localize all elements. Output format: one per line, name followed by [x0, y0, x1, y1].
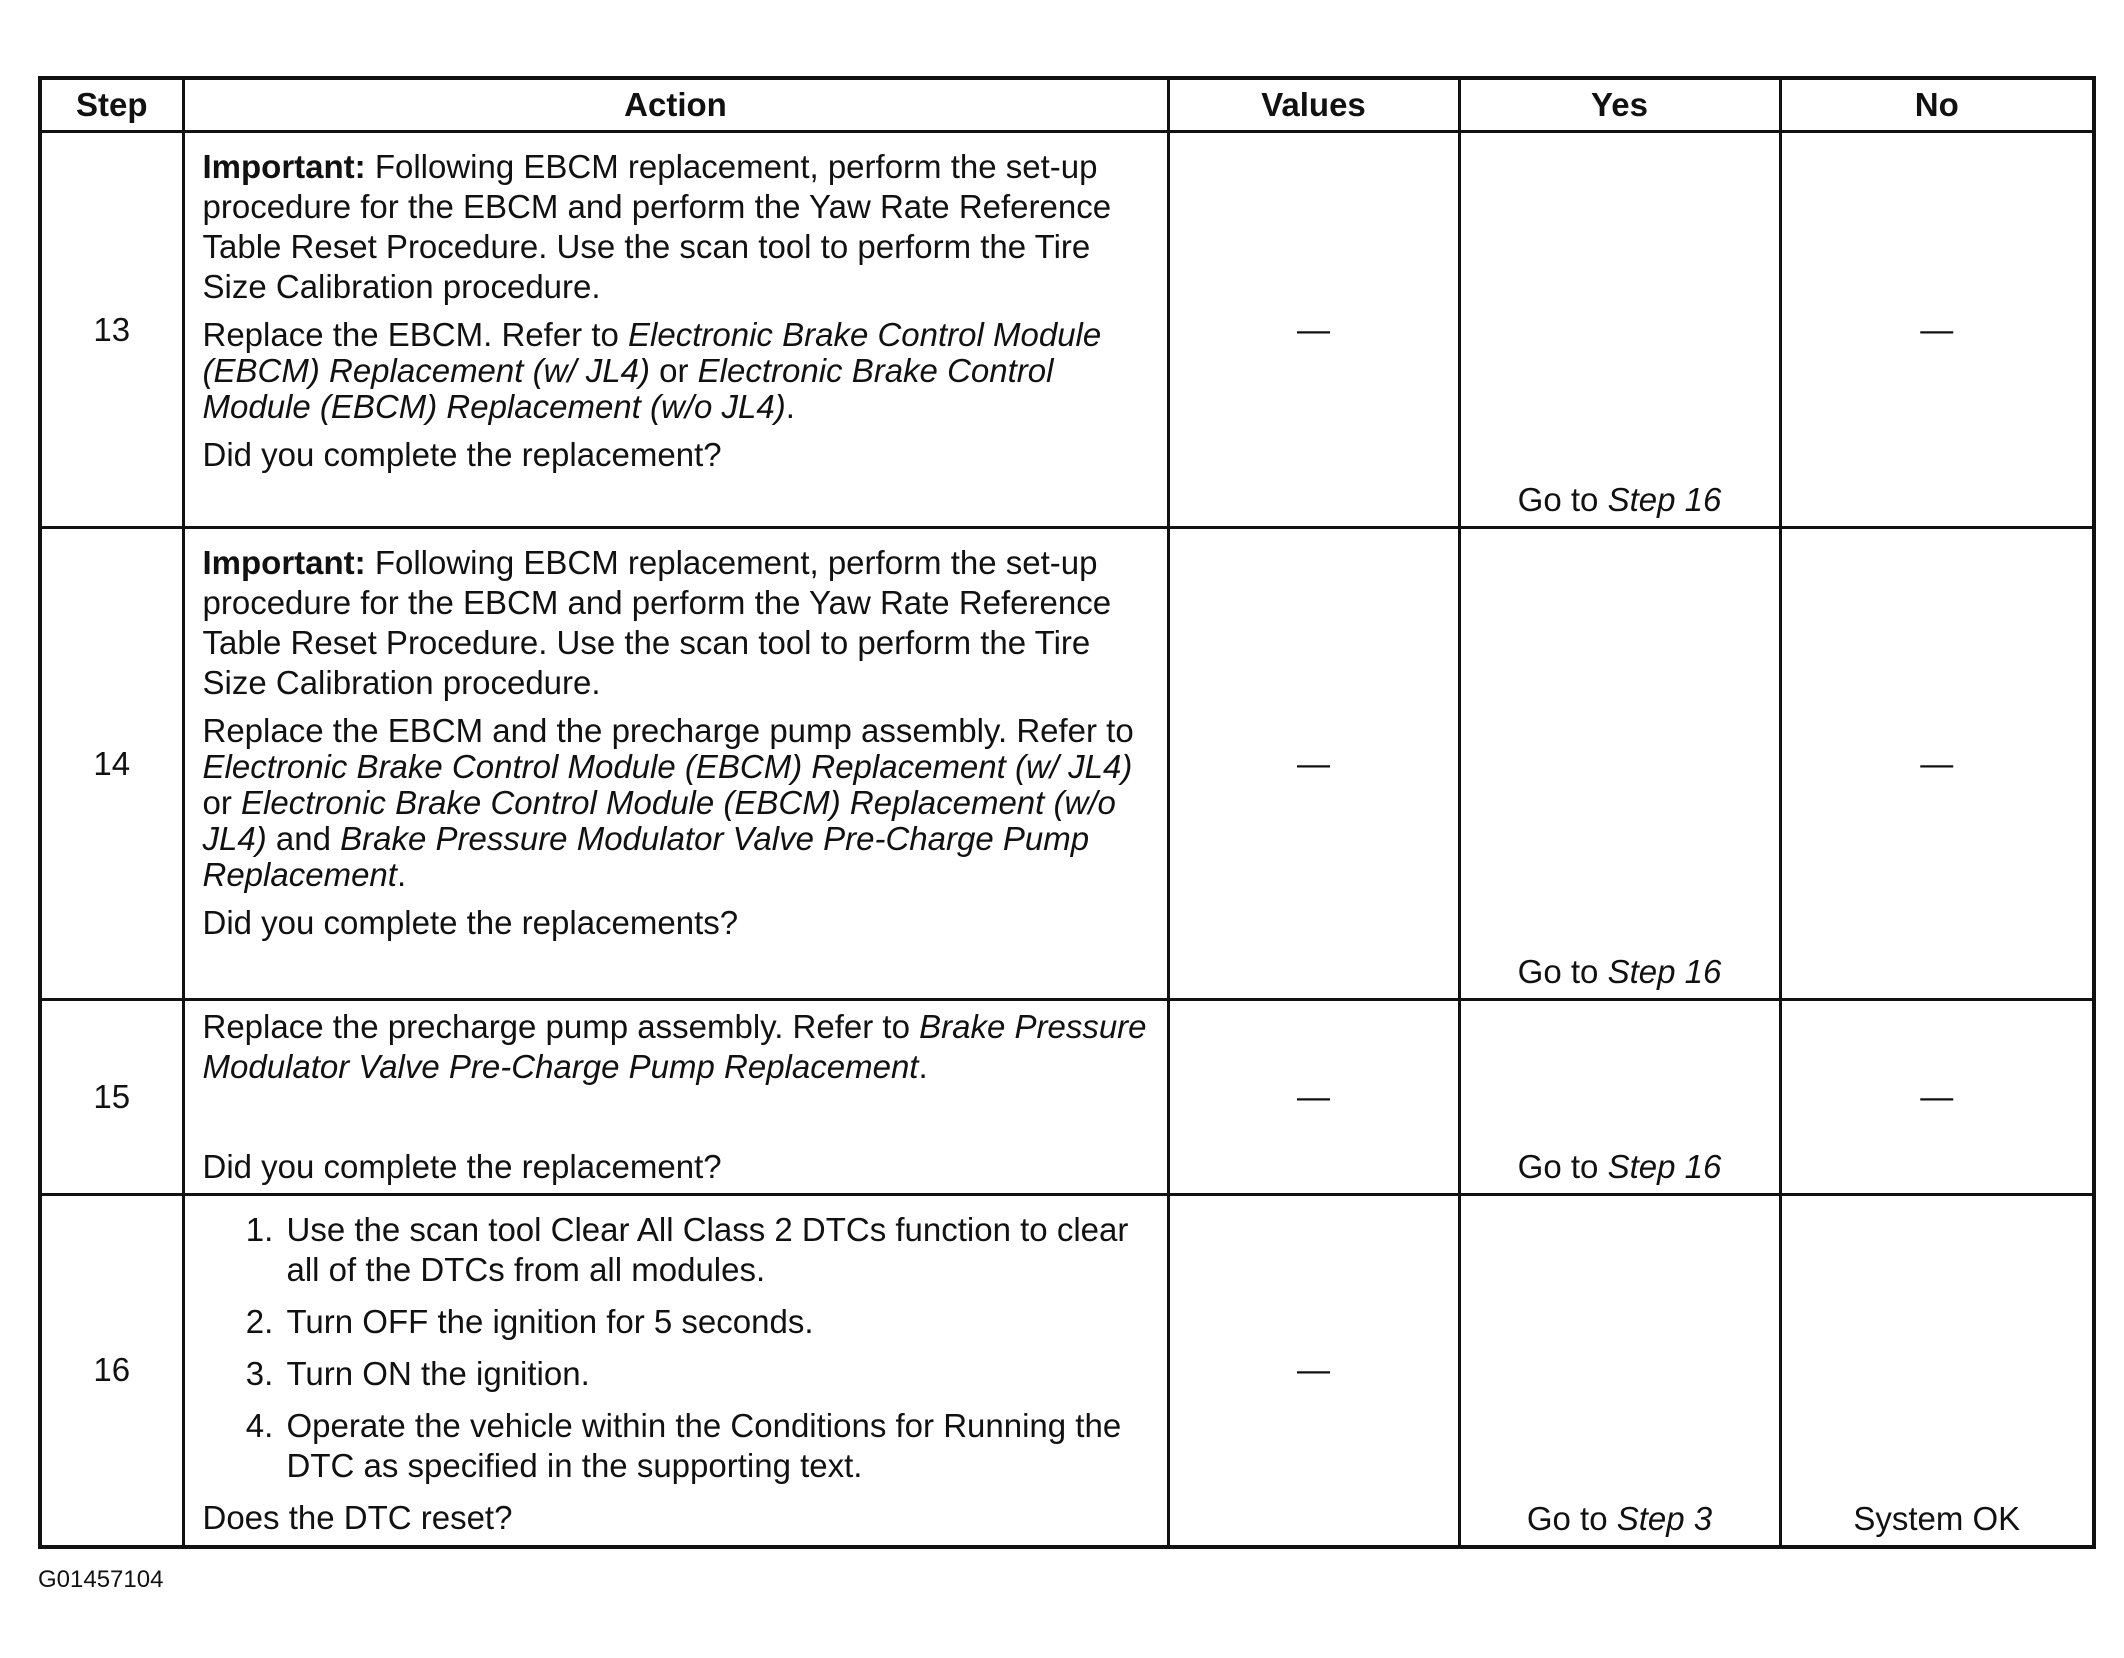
reference-link[interactable]: Electronic Brake Control Module (EBCM) Replacement (w/ JL4) — [202, 316, 1102, 389]
question: Did you complete the replacement? — [202, 1148, 722, 1185]
instruction: Replace the EBCM and the precharge pump assembly. Refer to Electronic Brake Control Module (EBCM) Replacement (w/ JL4) or Electronic Brake Control Module (EBCM) Replacement (w/o JL4) and Brake Pressure Modulator Valve Pre-Charge Pump Replacement. — [202, 712, 1134, 893]
header-no: No — [1780, 78, 2094, 132]
step-number: 13 — [40, 132, 183, 528]
important-note — [203, 147, 1157, 307]
instruction: Replace the precharge pump assembly. Refer to Brake Pressure Modulator Valve Pre-Charge Pump Replacement. — [202, 1008, 1147, 1085]
step-number: 16 — [40, 1195, 183, 1547]
step-link[interactable]: Step 16 — [1607, 1148, 1722, 1185]
values-cell: — — [1168, 1000, 1459, 1195]
step-link[interactable]: Step 16 — [1607, 481, 1722, 518]
no-cell: — — [1780, 1000, 2094, 1195]
reference-link[interactable]: Electronic Brake Control Module (EBCM) Replacement (w/ JL4) — [202, 748, 1133, 785]
question: Did you complete the replacement? — [202, 436, 722, 473]
yes-cell: Go to Step 16 — [1459, 1000, 1780, 1195]
important-note — [203, 543, 1157, 703]
action-cell — [183, 1000, 1168, 1195]
reference-link[interactable]: Brake Pressure Modulator Valve Pre-Charge Pump Replacement — [202, 820, 1090, 893]
header-yes: Yes — [1459, 78, 1780, 132]
important-text: Following EBCM replacement, perform the set-up procedure for the EBCM and perform the Yaw Rate Reference Table Reset Procedure. Use the scan tool to perform the Tire Size Calibration procedure. — [202, 544, 1112, 701]
question: Did you complete the replacements? — [202, 904, 739, 941]
action-cell — [183, 528, 1168, 1000]
table-row — [40, 528, 2094, 1000]
spacer — [203, 1097, 1157, 1147]
important-text: Following EBCM replacement, perform the set-up procedure for the EBCM and perform the Yaw Rate Reference Table Reset Procedure. Use the scan tool to perform the Tire Size Calibration procedure. — [202, 148, 1112, 305]
reference-link[interactable]: Electronic Brake Control Module (EBCM) Replacement (w/o JL4) — [202, 784, 1116, 857]
yes-cell: Go to Step 16 — [1459, 528, 1780, 1000]
step-link[interactable]: Step 16 — [1607, 953, 1722, 990]
reference-link[interactable]: Electronic Brake Control Module (EBCM) Replacement (w/o JL4) — [202, 352, 1054, 425]
yes-cell: Go to Step 16 — [1459, 132, 1780, 528]
yes-cell: Go to Step 3 — [1459, 1195, 1780, 1547]
no-cell: System OK — [1780, 1195, 2094, 1547]
question: Does the DTC reset? — [202, 1499, 513, 1536]
header-step: Step — [40, 78, 183, 132]
table-row — [40, 1000, 2094, 1195]
header-values: Values — [1168, 78, 1459, 132]
action-cell — [183, 132, 1168, 528]
list-item: 4. Operate the vehicle within the Conditions for Running the DTC as specified in the supporting text. — [283, 1406, 1157, 1486]
no-cell: — — [1780, 132, 2094, 528]
values-cell: — — [1168, 1195, 1459, 1547]
table-row — [40, 132, 2094, 528]
step-number: 15 — [40, 1000, 183, 1195]
list-item: 1. Use the scan tool Clear All Class 2 DTCs function to clear all of the DTCs from all modules. — [283, 1210, 1157, 1290]
important-label: Important: — [202, 148, 366, 185]
important-label: Important: — [202, 544, 366, 581]
reference-link[interactable]: Brake Pressure Modulator Valve Pre-Charge Pump Replacement — [202, 1008, 1147, 1085]
list-item: 3. Turn ON the ignition. — [283, 1354, 1157, 1394]
table-row — [40, 1195, 2094, 1547]
step-number: 14 — [40, 528, 183, 1000]
header-action: Action — [183, 78, 1168, 132]
header-row — [40, 78, 2094, 132]
instruction: Replace the EBCM. Refer to Electronic Brake Control Module (EBCM) Replacement (w/ JL4) or Electronic Brake Control Module (EBCM) Replacement (w/o JL4). — [202, 316, 1102, 425]
action-cell — [183, 1195, 1168, 1547]
list-item: 2. Turn OFF the ignition for 5 seconds. — [283, 1302, 1157, 1342]
procedure-list — [203, 1210, 1157, 1486]
diagnostic-table — [38, 76, 2096, 1549]
step-link[interactable]: Step 3 — [1616, 1499, 1713, 1537]
no-cell: — — [1780, 528, 2094, 1000]
values-cell: — — [1168, 528, 1459, 1000]
values-cell: — — [1168, 132, 1459, 528]
figure-id: G01457104 — [38, 1566, 164, 1593]
